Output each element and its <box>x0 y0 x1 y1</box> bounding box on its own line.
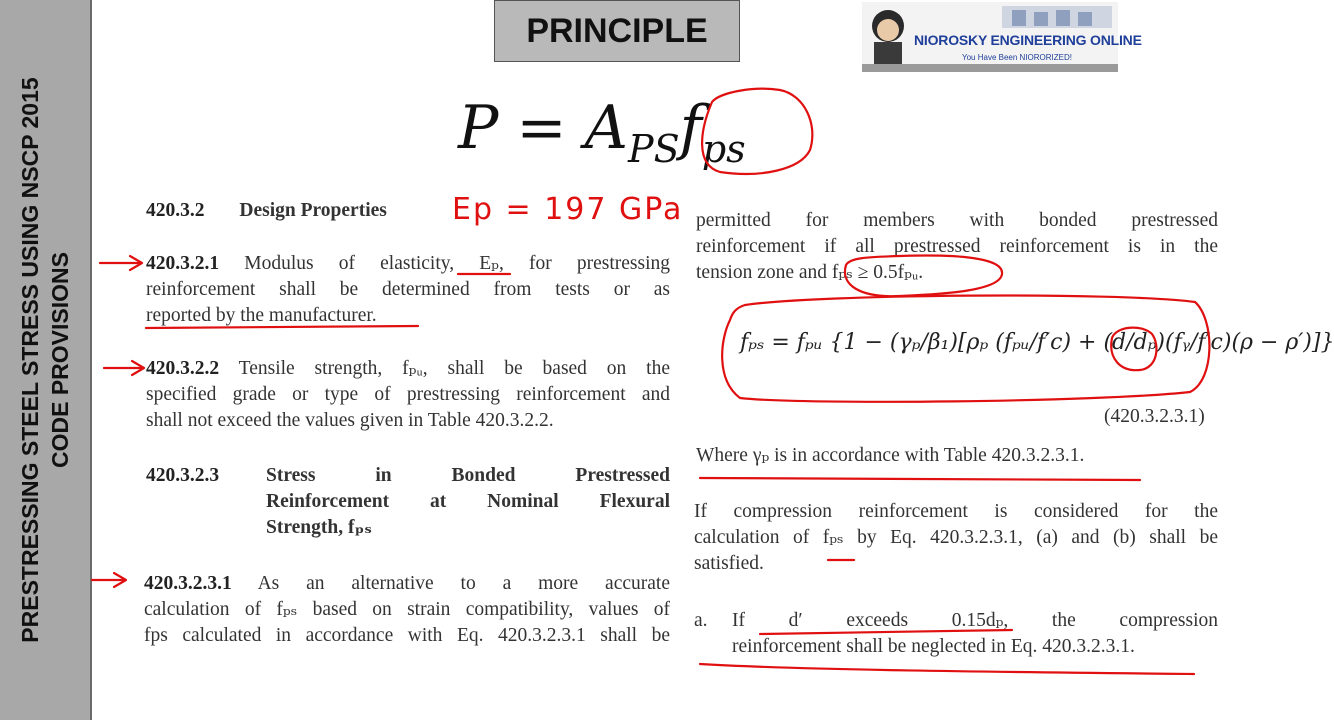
section-line3: fps calculated in accordance with Eq. 420.3.2.3.1 shall be <box>144 625 670 646</box>
arrow-420-3-2-2 <box>104 361 144 375</box>
section-title: Design Properties <box>239 200 387 221</box>
formula-stress-sub: ps <box>701 127 746 171</box>
section-line1: Tensile strength, fₚᵤ, shall be based on the <box>238 358 670 379</box>
section-number: 420.3.2 <box>146 200 205 221</box>
paragraph-permitted <box>696 208 1218 286</box>
underline-neglected <box>700 664 1194 674</box>
paragraph-item-a <box>694 608 1218 660</box>
arrow-420-3-2-1 <box>100 256 142 270</box>
handwritten-ep-note: Ep = 197 GPa <box>452 192 684 227</box>
principle-formula <box>458 88 746 189</box>
arrow-420-3-2-3-1 <box>92 573 126 587</box>
sidebar <box>0 0 92 720</box>
section-line3: Strength, fₚₛ <box>266 517 372 538</box>
principle-title: PRINCIPLE <box>494 0 740 62</box>
section-number: 420.3.2.1 <box>146 253 220 274</box>
section-number: 420.3.2.3 <box>146 465 220 486</box>
item-label: a. <box>694 610 708 631</box>
formula-stress: f <box>679 93 702 163</box>
paragraph-line3: satisfied. <box>694 553 764 574</box>
paragraph-line3: tension zone and fₚₛ ≥ 0.5fₚᵤ. <box>696 262 924 283</box>
paragraph-where: Where γₚ is in accordance with Table 420.3.2.3.1. <box>696 445 1085 466</box>
section-number: 420.3.2.3.1 <box>144 573 232 594</box>
paragraph-line1: If compression reinforcement is considered for the <box>694 501 1218 522</box>
equation-reference: (420.3.2.3.1) <box>1104 406 1205 427</box>
section-420-3-2 <box>146 198 387 224</box>
formula-area: A <box>584 93 628 163</box>
logo-name: NIOROSKY ENGINEERING ONLINE <box>914 32 1142 48</box>
sidebar-title-line1: PRESTRESSING STEEL STRESS USING NSCP 2015 <box>17 77 43 643</box>
paragraph-line2: calculation of fₚₛ by Eq. 420.3.2.3.1, (a) and (b) shall be <box>694 527 1218 548</box>
section-line1: Modulus of elasticity, Eₚ, for prestressing <box>244 253 671 274</box>
section-420-3-2-2 <box>146 356 670 434</box>
equation-fps: fₚₛ = fₚᵤ {1 − (γₚ/β₁)[ρₚ (fₚᵤ/f′c) + (d/dₚ)(fᵧ/f′c)(ρ − ρ′)]} <box>740 330 1334 355</box>
section-line2: specified grade or type of prestressing reinforcement and <box>146 384 670 405</box>
item-line1: If d′ exceeds 0.15dₚ, the compression <box>732 610 1218 631</box>
section-420-3-2-3 <box>146 463 670 541</box>
formula-area-sub: PS <box>628 127 680 171</box>
section-line1: As an alternative to a more accurate <box>257 573 670 594</box>
sidebar-title-line2: CODE PROVISIONS <box>47 252 73 468</box>
paragraph-compression <box>694 499 1218 577</box>
underline-where <box>700 478 1140 480</box>
section-line3: reported by the manufacturer. <box>146 305 377 326</box>
section-number: 420.3.2.2 <box>146 358 220 379</box>
logo <box>862 2 1142 72</box>
logo-tagline: You Have Been NIORORIZED! <box>962 53 1072 62</box>
item-line2: reinforcement shall be neglected in Eq. 420.3.2.3.1. <box>732 636 1135 657</box>
paragraph-line2: reinforcement if all prestressed reinforcement is in the <box>696 236 1218 257</box>
section-line2: Reinforcement at Nominal Flexural <box>266 491 670 512</box>
section-line1: Stress in Bonded Prestressed <box>266 465 670 486</box>
section-line2: reinforcement shall be determined from tests or as <box>146 279 670 300</box>
section-line3: shall not exceed the values given in Table 420.3.2.2. <box>146 410 554 431</box>
paragraph-line1: permitted for members with bonded prestressed <box>696 210 1218 231</box>
sidebar-title <box>15 20 75 700</box>
section-420-3-2-3-1 <box>144 571 670 649</box>
section-420-3-2-1 <box>146 251 670 329</box>
formula-equals: = <box>516 93 567 163</box>
section-line2: calculation of fₚₛ based on strain compatibility, values of <box>144 599 670 620</box>
formula-lhs: P <box>458 93 499 163</box>
